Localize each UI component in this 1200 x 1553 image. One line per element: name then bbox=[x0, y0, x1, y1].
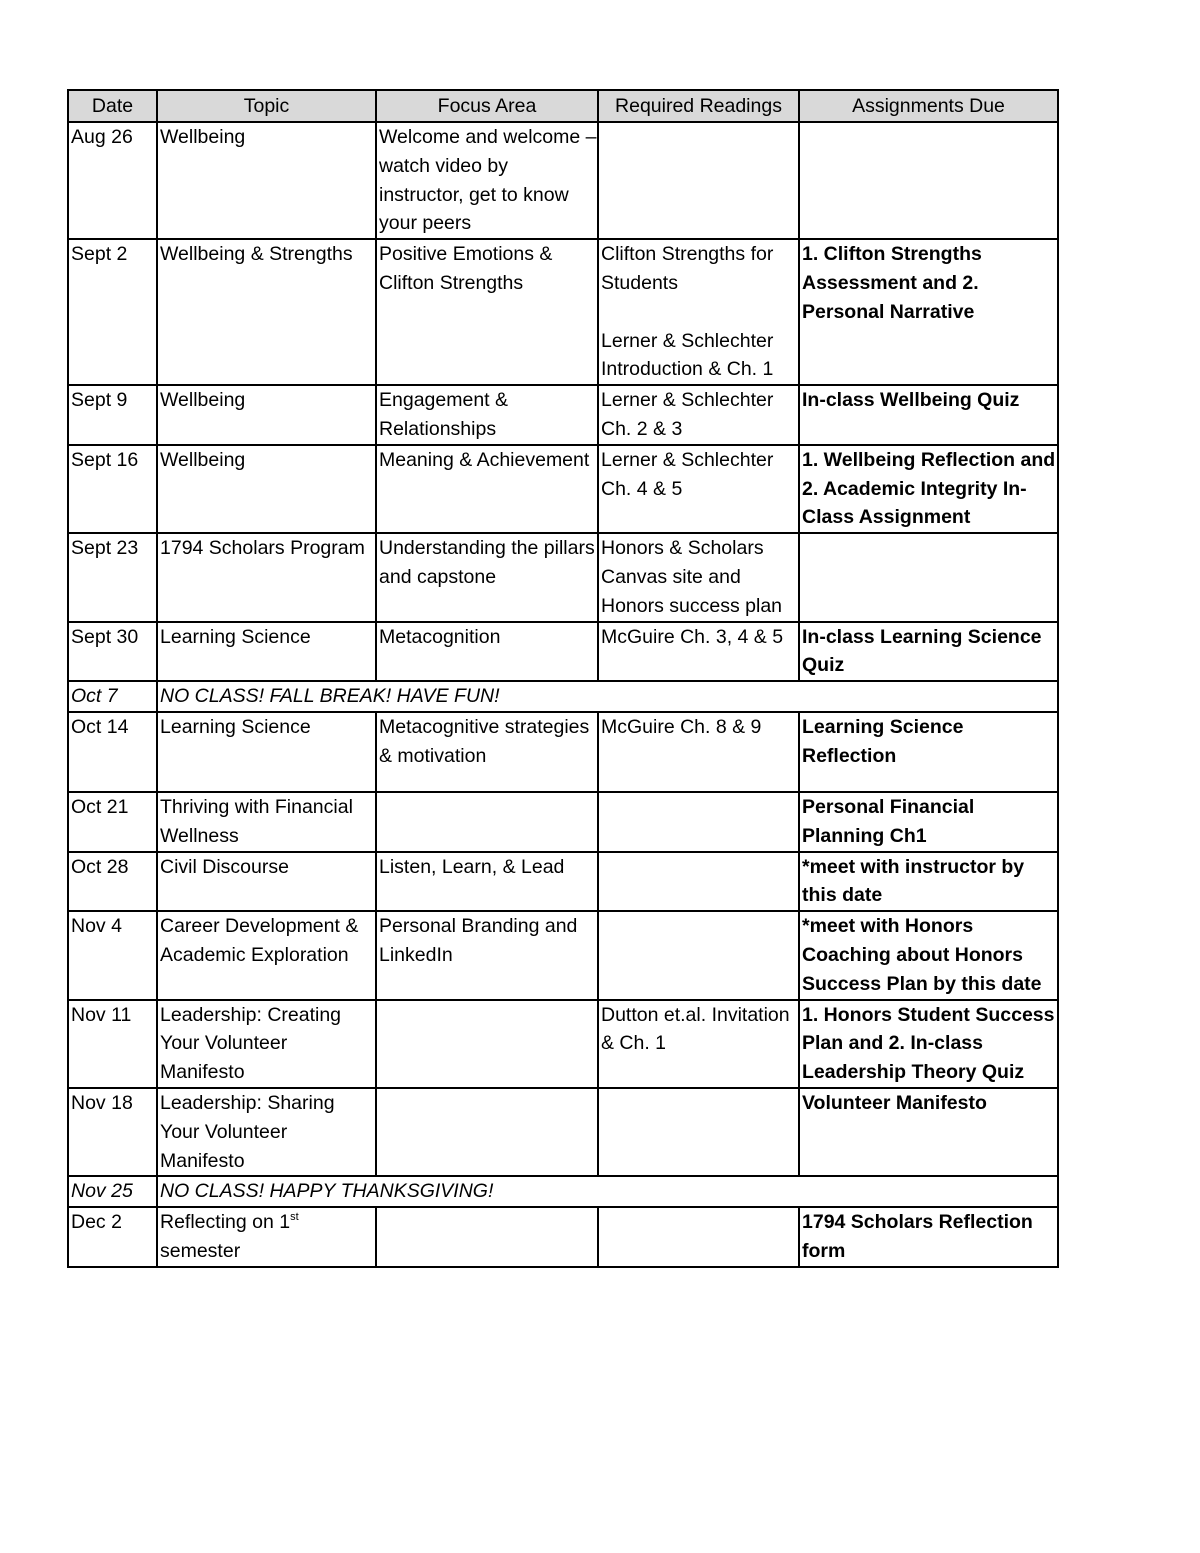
header-assignments-due: Assignments Due bbox=[799, 90, 1058, 122]
table-row bbox=[68, 911, 1058, 999]
reading-item: Lerner & Schlechter Introduction & Ch. 1 bbox=[601, 329, 774, 381]
cell-required-readings bbox=[598, 122, 799, 239]
cell-assignments-due: 1. Honors Student Success Plan and 2. In-class Leadership Theory Quiz bbox=[799, 1000, 1058, 1088]
table-row bbox=[68, 712, 1058, 792]
cell-note: NO CLASS! HAPPY THANKSGIVING! bbox=[157, 1176, 1058, 1207]
cell-required-readings bbox=[598, 792, 799, 852]
cell-required-readings bbox=[598, 1207, 799, 1267]
table-row bbox=[68, 622, 1058, 682]
cell-assignments-due: Personal Financial Planning Ch1 bbox=[799, 792, 1058, 852]
reading-item: Clifton Strengths for Students bbox=[601, 243, 774, 294]
table-row bbox=[68, 852, 1058, 912]
header-date: Date bbox=[68, 90, 157, 122]
cell-focus-area: Metacognitive strategies & motivation bbox=[376, 712, 598, 792]
cell-focus-area: Welcome and welcome – watch video by instructor, get to know your peers bbox=[376, 122, 598, 239]
cell-topic: Thriving with Financial Wellness bbox=[157, 792, 376, 852]
cell-date: Oct 21 bbox=[68, 792, 157, 852]
cell-focus-area: Meaning & Achievement bbox=[376, 445, 598, 533]
cell-focus-area bbox=[376, 1088, 598, 1176]
cell-topic: Civil Discourse bbox=[157, 852, 376, 912]
cell-required-readings: Lerner & Schlechter Ch. 4 & 5 bbox=[598, 445, 799, 533]
cell-date: Aug 26 bbox=[68, 122, 157, 239]
cell-date: Oct 14 bbox=[68, 712, 157, 792]
cell-assignments-due: 1. Clifton Strengths Assessment and 2. Personal Narrative bbox=[799, 239, 1058, 385]
cell-date: Sept 2 bbox=[68, 239, 157, 385]
cell-assignments-due: In-class Wellbeing Quiz bbox=[799, 385, 1058, 445]
header-topic: Topic bbox=[157, 90, 376, 122]
cell-topic: Learning Science bbox=[157, 712, 376, 792]
table-row bbox=[68, 1088, 1058, 1176]
cell-assignments-due: Volunteer Manifesto bbox=[799, 1088, 1058, 1176]
superscript: st bbox=[290, 1211, 299, 1224]
cell-topic: Wellbeing bbox=[157, 445, 376, 533]
cell-topic: Wellbeing bbox=[157, 385, 376, 445]
cell-assignments-due: *meet with Honors Coaching about Honors Success Plan by this date bbox=[799, 911, 1058, 999]
cell-topic: Leadership: Creating Your Volunteer Manifesto bbox=[157, 1000, 376, 1088]
header-required-readings: Required Readings bbox=[598, 90, 799, 122]
header-row bbox=[68, 90, 1058, 122]
cell-topic: Learning Science bbox=[157, 622, 376, 682]
cell-focus-area: Understanding the pillars and capstone bbox=[376, 533, 598, 621]
table-row bbox=[68, 239, 1058, 385]
cell-note: NO CLASS! FALL BREAK! HAVE FUN! bbox=[157, 681, 1058, 712]
cell-focus-area: Engagement & Relationships bbox=[376, 385, 598, 445]
cell-focus-area: Listen, Learn, & Lead bbox=[376, 852, 598, 912]
topic-text-rest: semester bbox=[160, 1239, 241, 1262]
cell-assignments-due: In-class Learning Science Quiz bbox=[799, 622, 1058, 682]
cell-assignments-due: 1794 Scholars Reflection form bbox=[799, 1207, 1058, 1267]
cell-date: Sept 23 bbox=[68, 533, 157, 621]
table-row-note bbox=[68, 681, 1058, 712]
table-row bbox=[68, 385, 1058, 445]
cell-required-readings: McGuire Ch. 3, 4 & 5 bbox=[598, 622, 799, 682]
cell-assignments-due bbox=[799, 533, 1058, 621]
cell-required-readings bbox=[598, 1088, 799, 1176]
cell-topic: Wellbeing bbox=[157, 122, 376, 239]
cell-required-readings: Dutton et.al. Invitation & Ch. 1 bbox=[598, 1000, 799, 1088]
cell-topic: Wellbeing & Strengths bbox=[157, 239, 376, 385]
cell-required-readings bbox=[598, 852, 799, 912]
cell-focus-area bbox=[376, 792, 598, 852]
cell-focus-area: Metacognition bbox=[376, 622, 598, 682]
cell-topic: 1794 Scholars Program bbox=[157, 533, 376, 621]
cell-focus-area bbox=[376, 1207, 598, 1267]
cell-required-readings: McGuire Ch. 8 & 9 bbox=[598, 712, 799, 792]
cell-topic bbox=[157, 1207, 376, 1267]
table-row-note bbox=[68, 1176, 1058, 1207]
cell-date: Sept 16 bbox=[68, 445, 157, 533]
cell-required-readings bbox=[598, 911, 799, 999]
cell-date: Nov 11 bbox=[68, 1000, 157, 1088]
cell-required-readings: Honors & Scholars Canvas site and Honors success plan bbox=[598, 533, 799, 621]
cell-assignments-due: Learning Science Reflection bbox=[799, 712, 1058, 792]
header-focus-area: Focus Area bbox=[376, 90, 598, 122]
table-row bbox=[68, 1000, 1058, 1088]
cell-assignments-due: *meet with instructor by this date bbox=[799, 852, 1058, 912]
cell-date: Oct 7 bbox=[68, 681, 157, 712]
cell-date: Sept 30 bbox=[68, 622, 157, 682]
cell-required-readings: Lerner & Schlechter Ch. 2 & 3 bbox=[598, 385, 799, 445]
table-row bbox=[68, 533, 1058, 621]
cell-date: Sept 9 bbox=[68, 385, 157, 445]
table-row bbox=[68, 445, 1058, 533]
cell-assignments-due: 1. Wellbeing Reflection and 2. Academic Integrity In-Class Assignment bbox=[799, 445, 1058, 533]
cell-date: Nov 18 bbox=[68, 1088, 157, 1176]
table-row bbox=[68, 792, 1058, 852]
cell-focus-area: Personal Branding and LinkedIn bbox=[376, 911, 598, 999]
cell-date: Nov 4 bbox=[68, 911, 157, 999]
topic-text: Reflecting on 1 bbox=[160, 1211, 291, 1234]
cell-required-readings bbox=[598, 239, 799, 385]
cell-date: Dec 2 bbox=[68, 1207, 157, 1267]
table-row bbox=[68, 122, 1058, 239]
cell-focus-area bbox=[376, 1000, 598, 1088]
cell-date: Oct 28 bbox=[68, 852, 157, 912]
cell-date: Nov 25 bbox=[68, 1176, 157, 1207]
cell-topic: Career Development & Academic Exploration bbox=[157, 911, 376, 999]
cell-focus-area: Positive Emotions & Clifton Strengths bbox=[376, 239, 598, 385]
table-row bbox=[68, 1207, 1058, 1267]
schedule-table bbox=[67, 89, 1059, 1268]
cell-topic: Leadership: Sharing Your Volunteer Manifesto bbox=[157, 1088, 376, 1176]
cell-assignments-due bbox=[799, 122, 1058, 239]
